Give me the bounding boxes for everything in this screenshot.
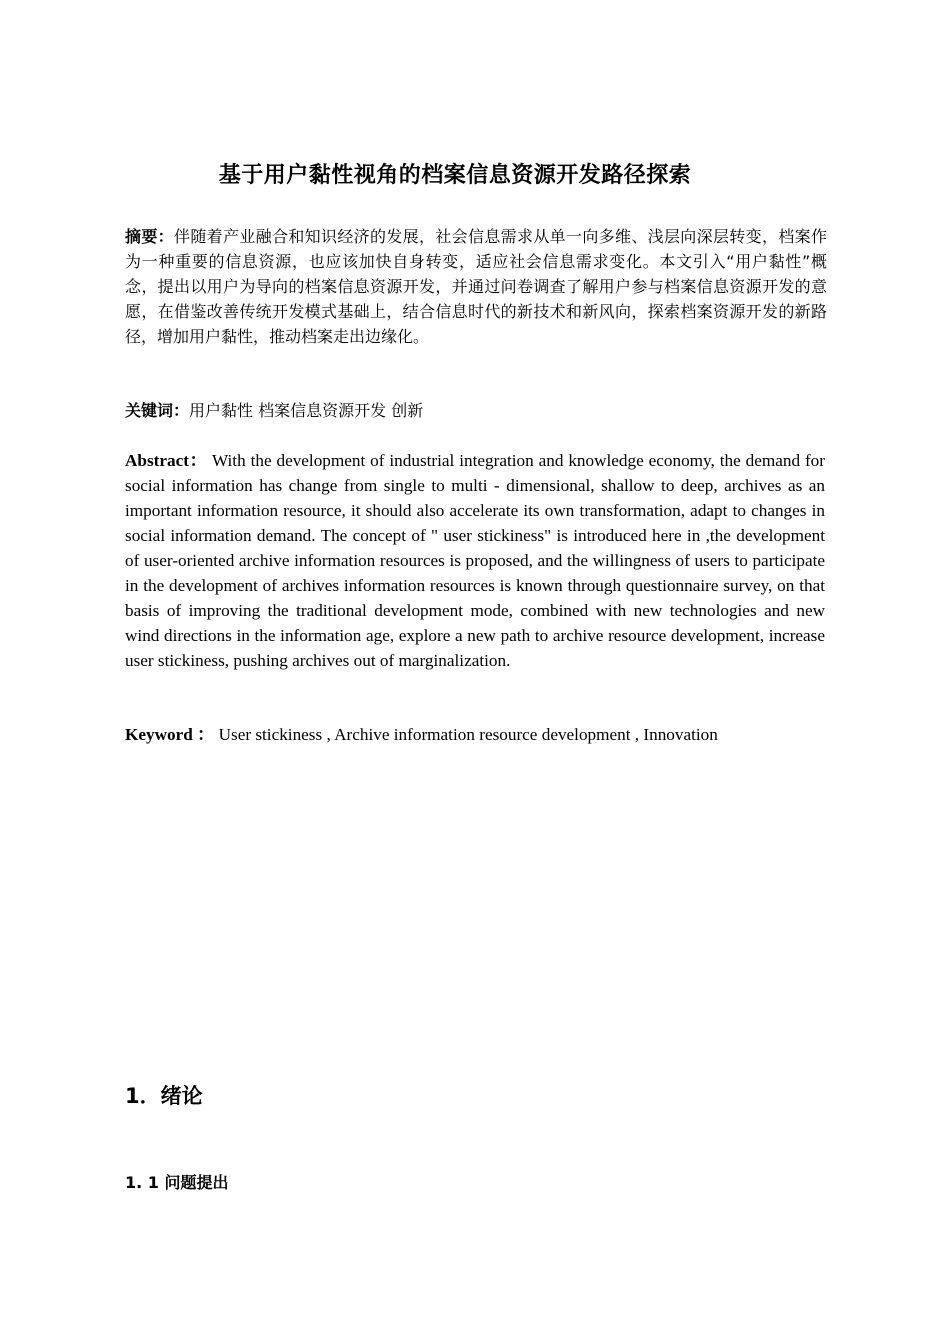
keywords-cn bbox=[125, 398, 827, 423]
abstract-cn-text: 伴随着产业融合和知识经济的发展，社会信息需求从单一向多维、浅层向深层转变，档案作为一种重要的信息资源，也应该加快自身转变，适应社会信息需求变化。本文引入“用户黏性”概念，提出以用户为导向的档案信息资源开发，并通过问卷调查了解用户参与档案信息资源开发的意愿，在借鉴改善传统开发模式基础上，结合信息时代的新技术和新风向，探索档案资源开发的新路径，增加用户黏性，推动档案走出边缘化。 bbox=[125, 227, 827, 346]
keywords-cn-label: 关键词： bbox=[125, 401, 190, 420]
section-heading-1-1: 1. 1 问题提出 bbox=[125, 1173, 229, 1192]
abstract-cn-label: 摘要： bbox=[125, 227, 174, 246]
keywords-en bbox=[125, 722, 825, 747]
abstract-en-text: With the development of industrial integration and knowledge economy, the demand for social information has change from single to multi - dimensional, shallow to deep, archives as an important information resource, it should also accelerate its own transformation, adapt to changes in social information demand. The concept of " user stickiness" is introduced here in ,the development of user-oriented archive information resources is proposed, and the willingness of users to participate in the development of archives information resources is known through questionnaire survey, on that basis of improving the traditional development mode, combined with new technologies and new wind directions in the information age, explore a new path to archive resource development, increase user stickiness, pushing archives out of marginalization. bbox=[125, 451, 825, 670]
keywords-en-text: User stickiness , Archive information resource development , Innovation bbox=[218, 725, 718, 744]
keywords-cn-text: 用户黏性 档案信息资源开发 创新 bbox=[189, 401, 424, 420]
abstract-en-separator: ： bbox=[188, 451, 208, 470]
abstract-en bbox=[125, 448, 825, 673]
section-heading-1: 1．绪论 bbox=[125, 1084, 203, 1108]
keywords-en-label: Keyword bbox=[125, 725, 193, 744]
paper-title: 基于用户黏性视角的档案信息资源开发路径探索 bbox=[218, 163, 692, 188]
abstract-cn bbox=[125, 224, 827, 349]
abstract-en-label: Abstract bbox=[125, 451, 189, 470]
keywords-en-separator: ： bbox=[197, 725, 215, 744]
